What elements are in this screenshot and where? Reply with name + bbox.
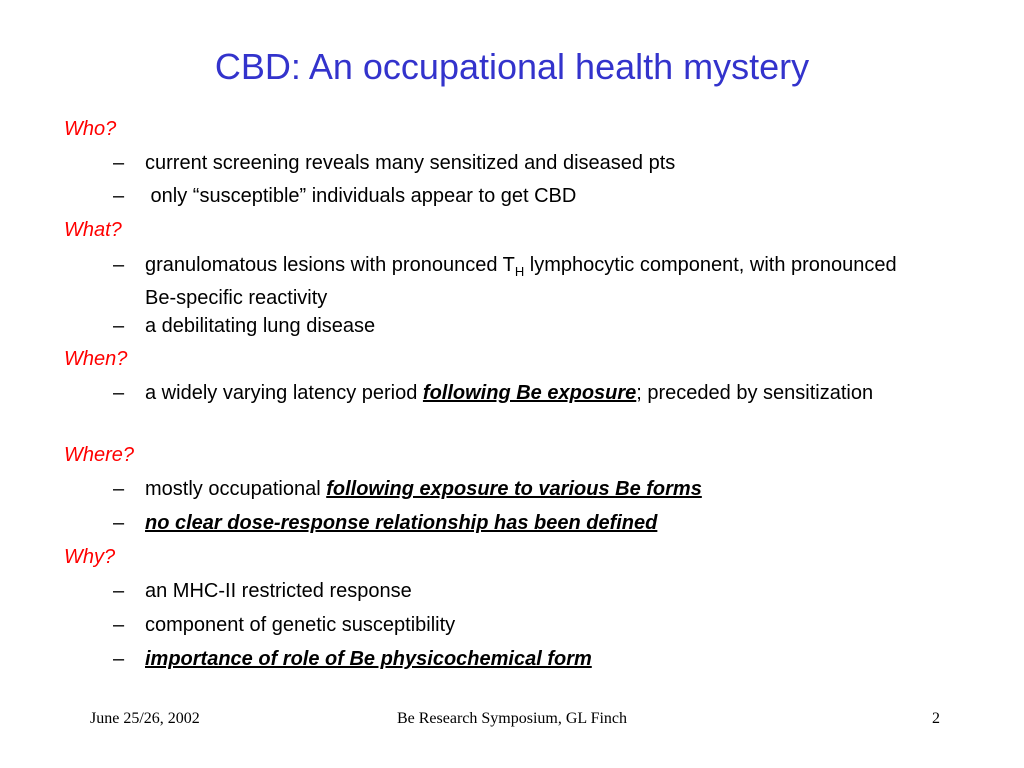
emphasis-text: no clear dose-response relationship has been defined — [145, 512, 658, 534]
bullet-text: only “susceptible” individuals appear to get CBD — [145, 185, 577, 207]
heading-who: Who? — [64, 118, 117, 140]
bullet-who-2 — [114, 183, 914, 209]
heading-why: Why? — [64, 546, 116, 568]
slide-title: CBD: An occupational health mystery — [214, 46, 810, 87]
bullet-text: current screening reveals many sensitized and diseased pts — [145, 152, 676, 174]
bullet-who-1 — [114, 150, 914, 176]
bullet-text — [145, 510, 914, 536]
emphasis-text: following Be exposure — [422, 382, 637, 404]
bullet-text: a debilitating lung disease — [145, 315, 376, 337]
bullet-where-1 — [114, 476, 914, 502]
bullet-why-2 — [114, 612, 914, 638]
dash-marker: – — [113, 512, 125, 534]
dash-marker: – — [113, 254, 125, 276]
dash-marker: – — [113, 185, 125, 207]
bullet-text-part: a widely varying latency period — [145, 382, 423, 404]
dash-marker: – — [113, 315, 125, 337]
dash-marker: – — [113, 580, 125, 602]
bullet-text: an MHC-II restricted response — [145, 580, 412, 602]
bullet-text — [145, 252, 914, 311]
bullet-where-2 — [114, 510, 914, 536]
bullet-why-3 — [114, 646, 914, 672]
bullet-what-1 — [114, 252, 914, 311]
subscript-h: H — [514, 264, 525, 279]
bullet-text-part: granulomatous lesions with pronounced T — [145, 254, 515, 276]
footer-date: June 25/26, 2002 — [90, 710, 200, 727]
bullet-text — [145, 380, 914, 406]
dash-marker: – — [113, 614, 125, 636]
bullet-text-part: mostly occupational — [145, 478, 327, 500]
bullet-text — [145, 646, 914, 672]
heading-where: Where? — [64, 444, 135, 466]
bullet-text: component of genetic susceptibility — [145, 614, 456, 636]
footer-page-number: 2 — [932, 710, 940, 727]
emphasis-text: following exposure to various Be forms — [326, 478, 702, 500]
emphasis-text: importance of role of Be physicochemical form — [145, 648, 592, 670]
heading-when: When? — [64, 348, 128, 370]
dash-marker: – — [113, 152, 125, 174]
dash-marker: – — [113, 648, 125, 670]
bullet-when-1 — [114, 380, 914, 406]
bullet-why-1 — [114, 578, 914, 604]
bullet-text-part: ; preceded by sensitization — [636, 382, 874, 404]
heading-what: What? — [64, 219, 122, 241]
bullet-text-part: lymphocytic component, with pronounced Be-specific reactivity — [145, 254, 897, 309]
bullet-what-2 — [114, 313, 914, 339]
bullet-text — [145, 476, 914, 502]
dash-marker: – — [113, 478, 125, 500]
dash-marker: – — [113, 382, 125, 404]
footer-event: Be Research Symposium, GL Finch — [396, 710, 628, 727]
